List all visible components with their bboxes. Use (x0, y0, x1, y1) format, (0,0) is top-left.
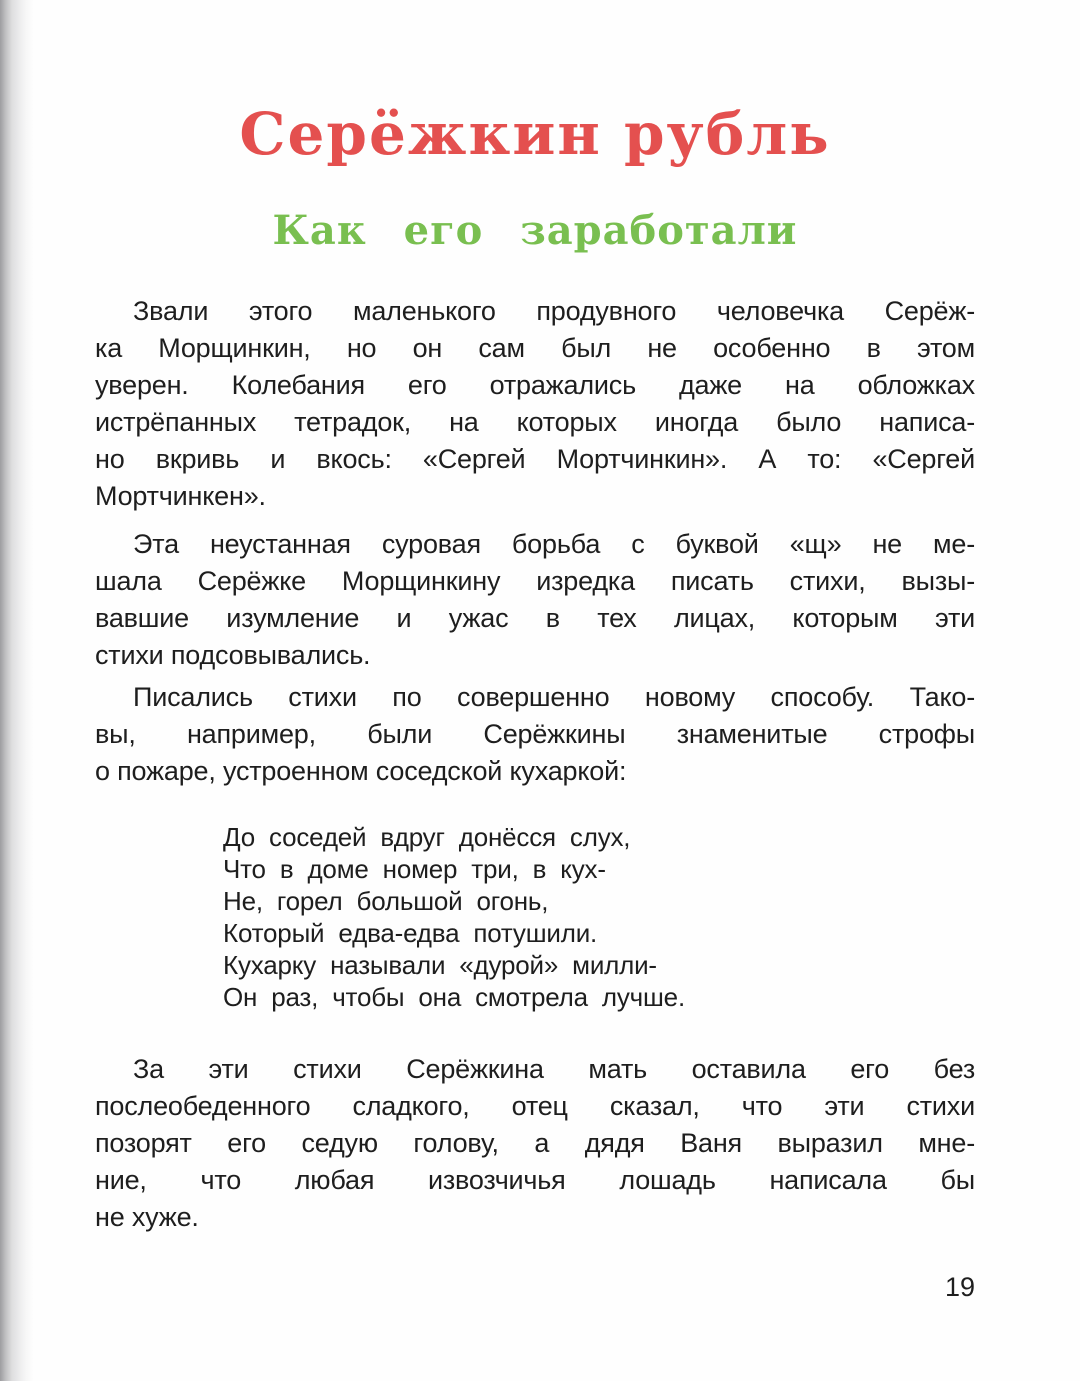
text-line: Мортчинкен». (95, 480, 266, 511)
page-content (95, 0, 975, 1306)
text-line: Звали этого маленького продувного человечка Серёж- (133, 295, 975, 326)
text-line: истрёпанных тетрадок, на которых иногда было написа- (95, 406, 975, 437)
poem-line: Он раз, чтобы она смотрела лучше. (223, 981, 685, 1012)
poem-line: Который едва-едва потушили. (223, 917, 598, 948)
text-line: но вкривь и вкось: «Сергей Мортчинкин». А то: «Сергей (95, 443, 975, 474)
text-line: вавшие изумление и ужас в тех лицах, которым эти (95, 602, 975, 633)
page-binding-shadow (0, 0, 34, 1381)
text-line: вы, например, были Серёжкины знаменитые строфы (95, 718, 975, 749)
text-line: шала Серёжке Морщинкину изредка писать стихи, вызы- (95, 565, 975, 596)
paragraph-4 (95, 1051, 975, 1236)
text-line: стихи подсовывались. (95, 639, 371, 670)
poem-line: Не, горел большой огонь, (223, 885, 549, 916)
text-line: Писались стихи по совершенно новому способу. Тако- (133, 681, 975, 712)
poem-line: Кухарку называли «дурой» милли- (223, 949, 657, 980)
text-line: о пожаре, устроенном соседской кухаркой: (95, 755, 627, 786)
text-line: послеобеденного сладкого, отец сказал, что эти стихи (95, 1090, 975, 1121)
paragraph-2 (95, 526, 975, 674)
page-number: 19 (944, 1271, 975, 1302)
chapter-title: Серёжкин рубль (239, 100, 831, 168)
text-line: не хуже. (95, 1201, 199, 1232)
text-line: Эта неустанная суровая борьба с буквой «щ» не ме- (133, 528, 975, 559)
text-line: За эти стихи Серёжкина мать оставила его без (133, 1053, 975, 1084)
text-line: ние, что любая извозчичья лошадь написала бы (95, 1164, 975, 1195)
poem-line: До соседей вдруг донёсся слух, (223, 821, 631, 852)
section-subtitle: Как его заработали (272, 206, 798, 254)
paragraph-1 (95, 293, 975, 515)
poem-stanza (223, 821, 975, 1013)
paragraph-3 (95, 679, 975, 790)
text-line: уверен. Колебания его отражались даже на обложках (95, 369, 975, 400)
poem-line: Что в доме номер три, в кух- (223, 853, 606, 884)
text-line: позорят его седую голову, а дядя Ваня выразил мне- (95, 1127, 975, 1158)
text-line: ка Морщинкин, но он сам был не особенно в этом (95, 332, 975, 363)
